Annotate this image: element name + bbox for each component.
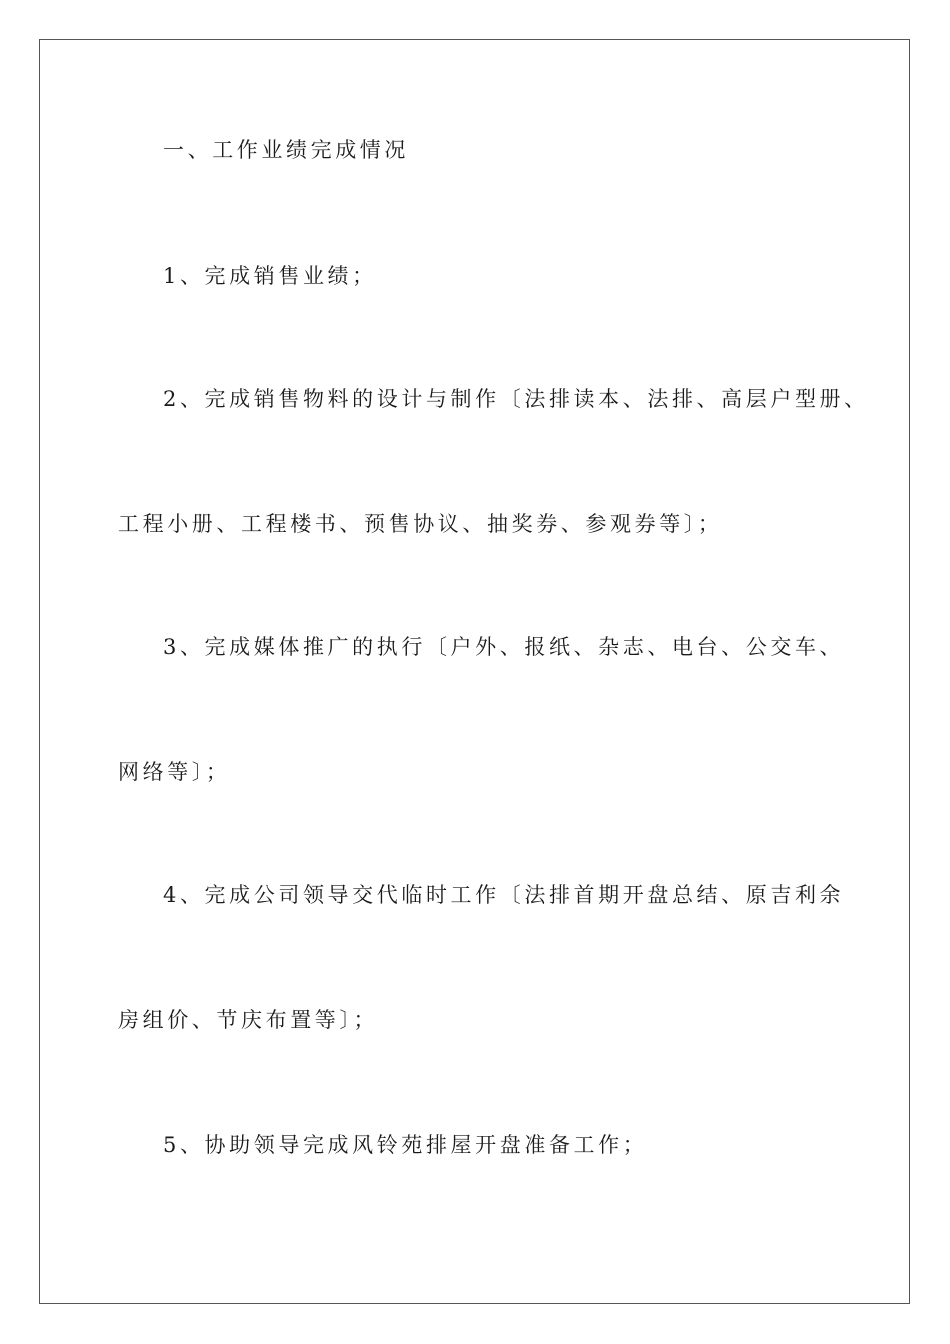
item-4-line-1: 4、完成公司领导交代临时工作〔法排首期开盘总结、原吉利余	[163, 883, 845, 907]
item-5-line-1: 5、协助领导完成风铃苑排屋开盘准备工作；	[163, 1133, 648, 1157]
item-1-line-1: 1、完成销售业绩；	[163, 264, 377, 288]
item-2-line-2: 工程小册、工程楼书、预售协议、抽奖券、参观券等〕；	[118, 512, 723, 536]
item-4-line-2: 房组价、节庆布置等〕；	[118, 1008, 379, 1032]
item-3-line-1: 3、完成媒体推广的执行〔户外、报纸、杂志、电台、公交车、	[163, 635, 845, 659]
item-2-line-1: 2、完成销售物料的设计与制作〔法排读本、法排、高层户型册、	[163, 387, 869, 411]
item-3-line-2: 网络等〕；	[118, 760, 231, 784]
section-heading: 一、工作业绩完成情况	[163, 138, 409, 162]
page-border	[39, 39, 910, 1304]
